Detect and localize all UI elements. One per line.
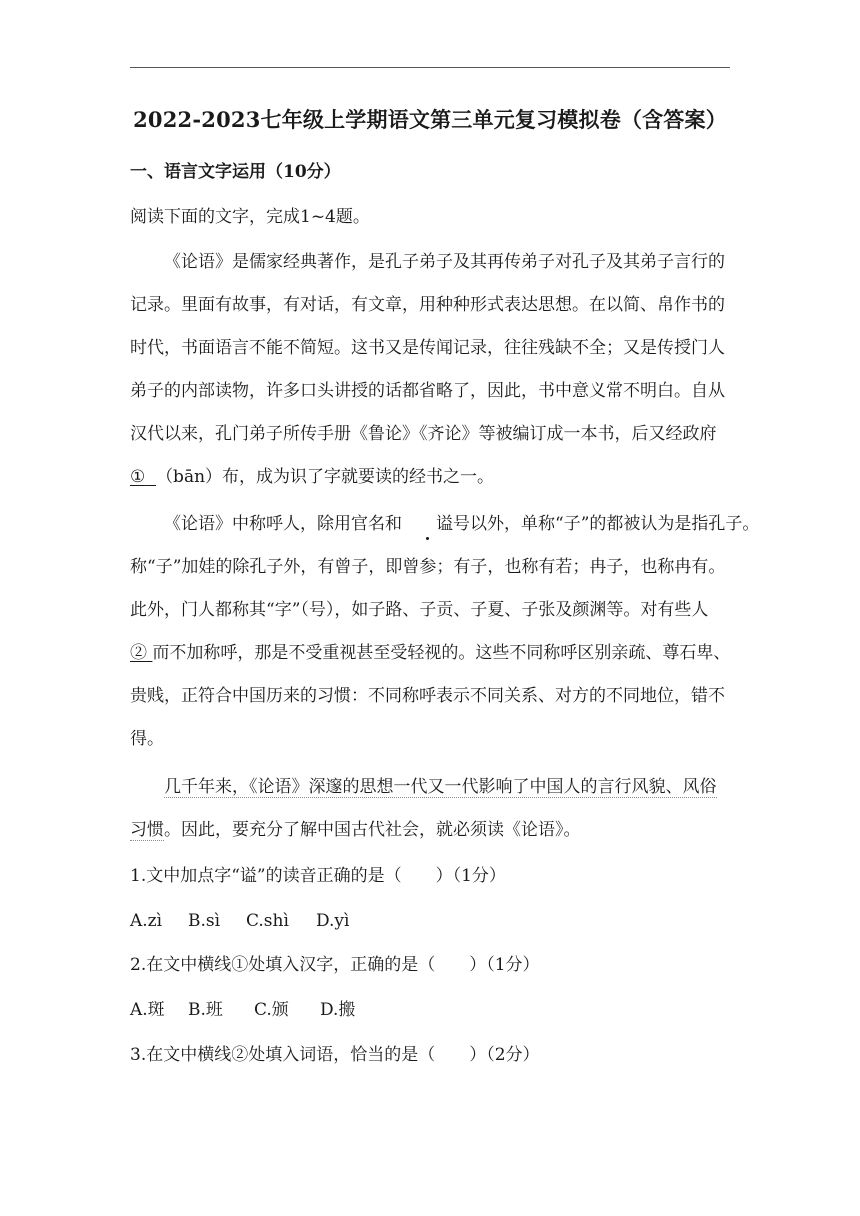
question-1-options — [130, 909, 740, 933]
passage-p1-line5: 汉代以来，孔门弟子所传手册《鲁论》《齐论》等被编订成一本书，后又经政府 — [130, 424, 717, 444]
passage-p1-line3: 时代，书面语言不能不简短。这书又是传闻记录，往往残缺不全；又是传授门人 — [130, 338, 725, 358]
passage-p2-line6: 得。 — [130, 729, 164, 749]
passage-p3-line2 — [130, 818, 740, 842]
passage-p1-line6 — [130, 465, 740, 489]
passage-p2-line1-a: 《论语》中称呼人，除用官名和 — [164, 514, 402, 534]
q2-option-a: A.斑 — [130, 1000, 165, 1020]
question-3-stem: 3.在文中横线②处填入词语，恰当的是（ ）（2分） — [130, 1045, 540, 1065]
header-rule — [130, 67, 730, 68]
q1-option-a: A.zì — [130, 911, 163, 931]
passage-p2-line4-text: 而不加称呼，那是不受重视甚至受轻视的。这些不同称呼区别亲疏、尊石卑、 — [152, 643, 731, 663]
q1-option-d: D.yì — [316, 911, 350, 931]
question-1-stem: 1.文中加点字“谥”的读音正确的是（ ）（1分） — [130, 866, 506, 886]
passage-p1-line2: 记录。里面有故事，有对话，有文章，用种种形式表达思想。在以简、帛作书的 — [130, 295, 725, 315]
passage-p3-line1-text: 几千年来，《论语》深邃的思想一代又一代影响了中国人的言行风貌、风俗 — [164, 777, 717, 797]
passage-p1-line1: 《论语》是儒家经典著作，是孔子弟子及其再传弟子对孔子及其弟子言行的 — [164, 252, 725, 272]
question-2-options — [130, 998, 740, 1022]
blank-1-space — [145, 467, 156, 487]
dotted-char-shi: 谥 — [402, 512, 453, 536]
q1-option-b: B.sì — [188, 911, 221, 931]
passage-p1-line4: 弟子的内部读物，许多口头讲授的话都省略了，因此，书中意义常不明白。自从 — [130, 381, 725, 401]
blank-2: ② — [130, 643, 147, 663]
passage-p2-line3: 此外，门人都称其“字”（号），如子路、子贡、子夏、子张及颜渊等。对有些人 — [130, 600, 709, 620]
passage-p2-line2: 称“子”加娃的除孔子外，有曾子，即曾参；有子，也称有若；冉子，也称冉有。 — [130, 557, 726, 577]
document-title: 2022-2023七年级上学期语文第三单元复习模拟卷（含答案） — [133, 107, 727, 132]
section-heading: 一、语言文字运用（10分） — [130, 162, 341, 182]
passage-p2-line1 — [130, 512, 760, 536]
q2-option-b: B.班 — [188, 1000, 223, 1020]
section-instruction: 阅读下面的文字，完成1~4题。 — [130, 207, 370, 227]
q2-option-d: D.搬 — [320, 1000, 356, 1020]
passage-p1-line6-text: （bān）布，成为识了字就要读的经书之一。 — [156, 467, 495, 487]
passage-p3-line2-wavy: 习惯 — [130, 820, 164, 840]
question-2-stem: 2.在文中横线①处填入汉字，正确的是（ ）（1分） — [130, 955, 540, 975]
q2-option-c: C.颁 — [254, 1000, 289, 1020]
passage-p2-line5: 贵贱，正符合中国历来的习惯：不同称呼表示不同关系、对方的不同地位，错不 — [130, 686, 725, 706]
passage-p2-line1-b: 号以外，单称“子”的都被认为是指孔子。 — [453, 514, 760, 534]
passage-p3-line2-text: 。因此，要充分了解中国古代社会，就必须读《论语》。 — [164, 820, 581, 840]
blank-1: ① — [130, 467, 146, 487]
passage-p3-line1 — [130, 775, 740, 799]
q1-option-c: C.shì — [246, 911, 289, 931]
passage-p2-line4 — [130, 641, 740, 665]
